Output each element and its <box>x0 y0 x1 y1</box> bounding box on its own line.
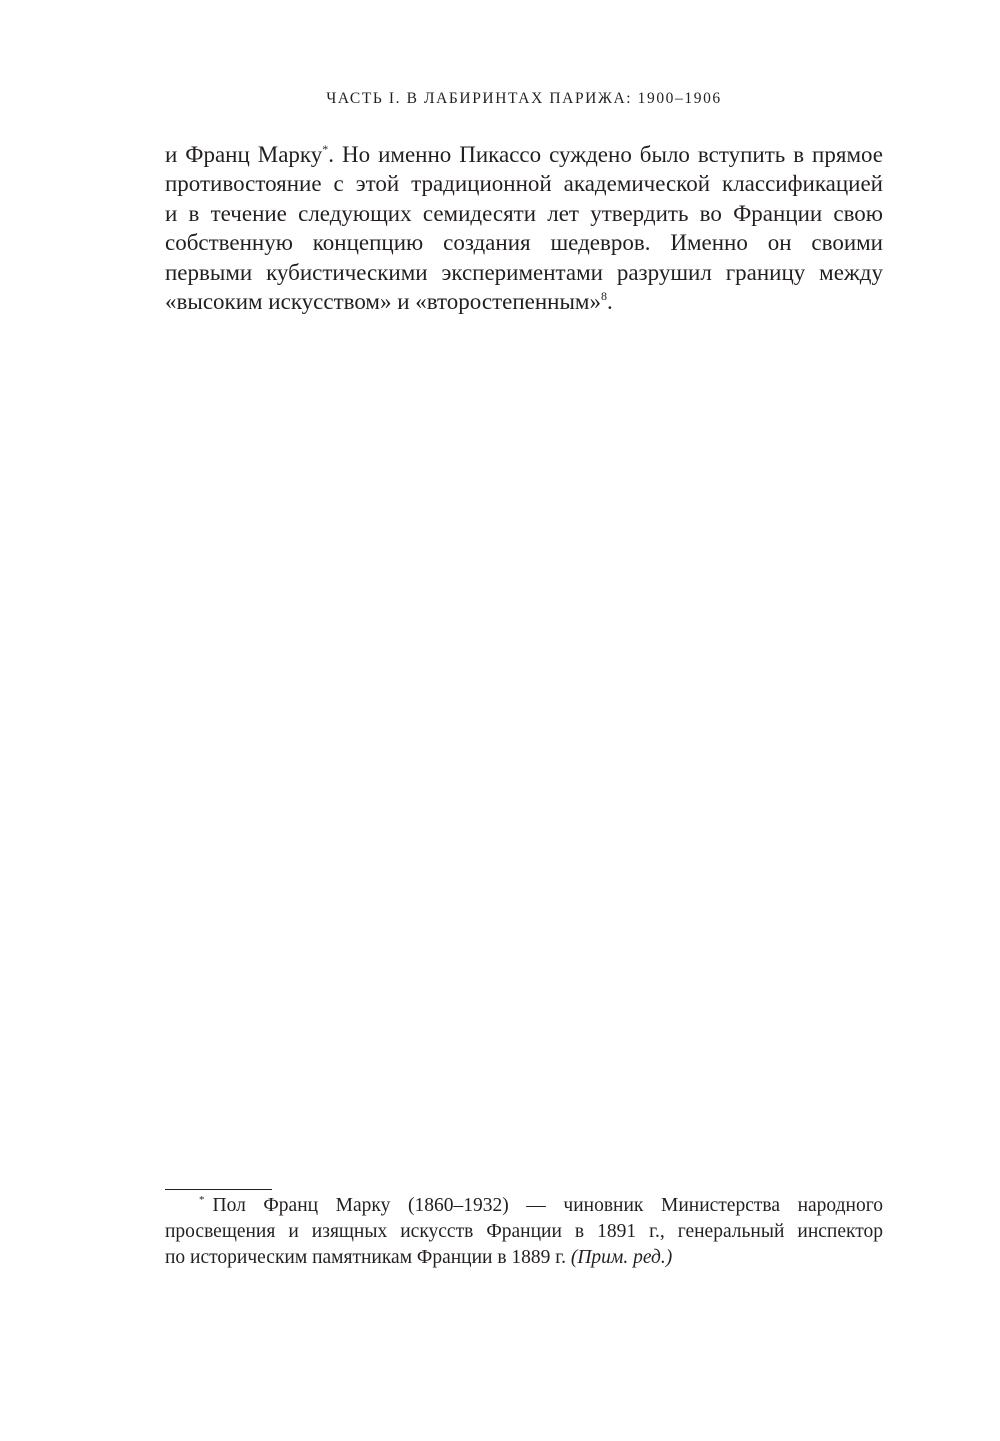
body-line-3: и в течение следующих семидесяти лет утвердить во Франции свою <box>165 200 883 226</box>
footnote-separator <box>165 1189 272 1190</box>
footnote-line-3 <box>165 1245 883 1271</box>
footnote-line-3-text: по историческим памятникам Франции в 1889 г. <box>165 1247 571 1268</box>
body-line-1-end: . Но именно Пикассо суждено было вступить в прямое <box>328 142 883 167</box>
body-line-4: собственную концепцию создания шедевров. Именно он своими <box>165 230 883 256</box>
body-line-6-end: . <box>607 289 613 315</box>
footnote-mark: * <box>199 1194 205 1206</box>
body-line-6-start: «высоким искусством» и «второстепенным» <box>165 289 601 315</box>
footnote-line-1 <box>165 1193 883 1219</box>
body-line-1-start: и Франц Марку <box>165 142 323 167</box>
body-line-1 <box>165 140 883 169</box>
body-line-6 <box>165 287 883 316</box>
endnote-reference: 8 <box>601 289 607 304</box>
footnote-line-2: просвещения и изящных искусств Франции в 1891 г., генеральный инспектор <box>165 1221 883 1242</box>
body-paragraph <box>165 140 883 316</box>
footnote-line-1-text: Пол Франц Марку (1860–1932) — чиновник Министерства народного <box>212 1195 883 1216</box>
editor-note: (Прим. ред.) <box>570 1247 673 1268</box>
running-head: ЧАСТЬ I. В ЛАБИРИНТАХ ПАРИЖА: 1900–1906 <box>326 90 722 107</box>
footnote-marker: * <box>322 142 329 156</box>
body-line-5: первыми кубистическими экспериментами разрушил границу между <box>165 259 883 285</box>
body-line-2: противостояние с этой традиционной академической классификацией <box>165 171 883 197</box>
footnote <box>165 1193 883 1271</box>
